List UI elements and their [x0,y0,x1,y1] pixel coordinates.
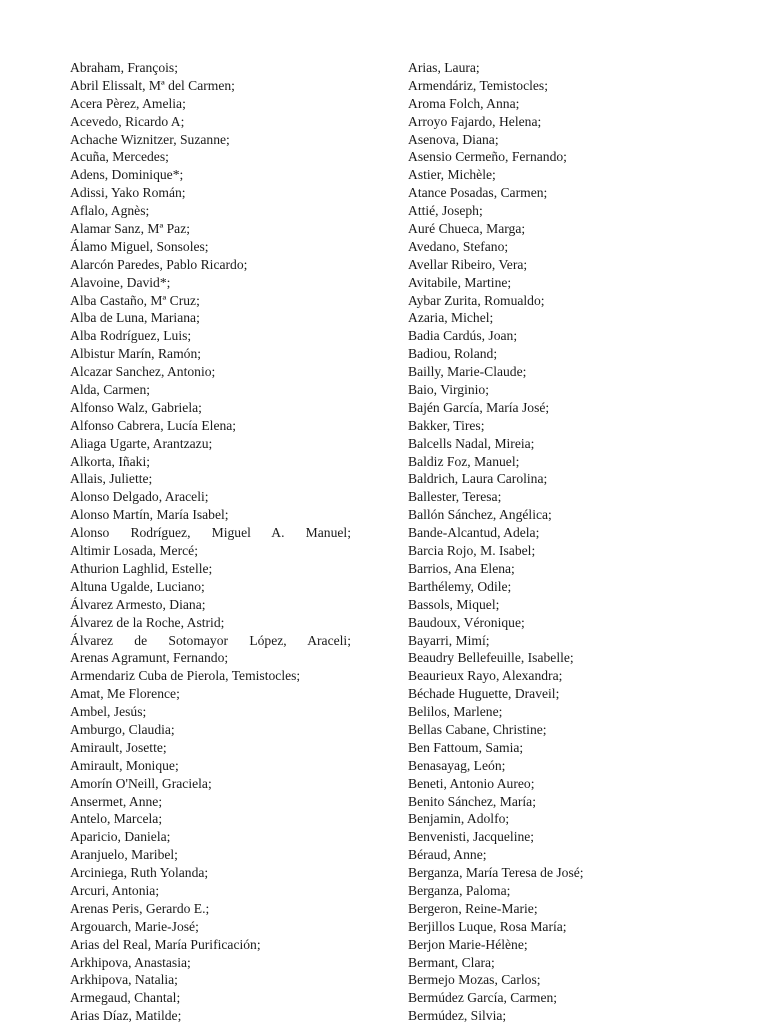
name-entry: Ballester, Teresa; [408,489,502,505]
name-entry: Attié, Joseph; [408,203,483,219]
name-entry: Alba Castaño, Mª Cruz; [70,292,200,308]
name-entry: Armendariz Cuba de Pierola, Temistocles; [70,668,301,684]
name-entry: Balcells Nadal, Mireia; [408,435,535,451]
name-entry: Arenas Peris, Gerardo E.; [70,900,210,916]
name-entry: Benito Sánchez, María; [408,793,536,809]
name-entry: Alavoine, David*; [70,274,171,290]
name-entry: Azaria, Michel; [408,310,494,326]
name-entry: Benvenisti, Jacqueline; [408,829,535,845]
name-entry: Aflalo, Agnès; [70,203,150,219]
name-entry: Baldrich, Laura Carolina; [408,471,548,487]
name-entry: Bakker, Tires; [408,417,485,433]
name-entry: Béchade Huguette, Draveil; [408,686,560,702]
name-entry: Aliaga Ugarte, Arantzazu; [70,435,213,451]
name-entry: Alfonso Walz, Gabriela; [70,399,202,415]
name-entry: Alcazar Sanchez, Antonio; [70,364,216,380]
name-entry: Amburgo, Claudia; [70,721,175,737]
name-entry: Asenova, Diana; [408,131,499,147]
name-entry: Asensio Cermeño, Fernando; [408,149,567,165]
name-entry: Arias, Laura; [408,60,480,75]
name-entry: Amirault, Monique; [70,757,179,773]
name-entry: Alamar Sanz, Mª Paz; [70,221,191,237]
name-entry: Achache Wiznitzer, Suzanne; [70,131,230,147]
name-entry: Berganza, Paloma; [408,882,511,898]
name-entry: Atance Posadas, Carmen; [408,185,548,201]
name-entry: Alba Rodríguez, Luis; [70,328,192,344]
name-entry: Álvarez de Sotomayor López, Araceli; [70,632,351,648]
name-entry: Baldiz Foz, Manuel; [408,453,520,469]
name-entry: Armendáriz, Temistocles; [408,77,548,93]
name-entry: Arcuri, Antonia; [70,882,160,898]
name-entry: Bergeron, Reine-Marie; [408,900,538,916]
name-entry: Bermúdez García, Carmen; [408,990,558,1006]
name-entry: Abraham, François; [70,60,178,75]
name-entry: Alonso Delgado, Araceli; [70,489,209,505]
name-entry: Berjon Marie-Hélène; [408,936,528,952]
name-entry: Badia Cardús, Joan; [408,328,518,344]
name-entry: Athurion Laghlid, Estelle; [70,560,213,576]
name-entry: Arkhipova, Natalia; [70,972,178,988]
name-entry: Béraud, Anne; [408,847,487,863]
name-entry: Ansermet, Anne; [70,793,163,809]
name-entry: Beaurieux Rayo, Alexandra; [408,668,563,684]
name-entry: Ben Fattoum, Samia; [408,739,524,755]
name-entry: Badiou, Roland; [408,346,498,362]
name-entry: Albistur Marín, Ramón; [70,346,202,362]
name-entry: Avedano, Stefano; [408,238,509,254]
name-entry: Baudoux, Véronique; [408,614,525,630]
name-entry: Arias Díaz, Matilde; [70,1008,182,1024]
name-entry: Auré Chueca, Marga; [408,221,526,237]
name-entry: Alonso Martín, María Isabel; [70,507,229,523]
name-entry: Astier, Michèle; [408,167,496,183]
name-entry: Abril Elissalt, Mª del Carmen; [70,77,235,93]
name-entry: Bermejo Mozas, Carlos; [408,972,541,988]
name-entry: Alfonso Cabrera, Lucía Elena; [70,417,237,433]
name-entry: Barrios, Ana Elena; [408,560,515,576]
name-entry: Bajén García, María José; [408,399,550,415]
name-entry: Álamo Miguel, Sonsoles; [70,238,209,254]
name-entry: Bermúdez, Silvia; [408,1008,507,1024]
name-entry: Antelo, Marcela; [70,811,163,827]
name-entry: Belilos, Marlene; [408,704,503,720]
name-entry: Acuña, Mercedes; [70,149,169,165]
name-entry: Alkorta, Iñaki; [70,453,151,469]
name-entry: Barcia Rojo, M. Isabel; [408,543,536,559]
name-entry: Avellar Ribeiro, Vera; [408,256,528,272]
name-entry: Arkhipova, Anastasia; [70,954,191,970]
name-entry: Alba de Luna, Mariana; [70,310,200,326]
name-entry: Álvarez de la Roche, Astrid; [70,614,225,630]
name-entry: Bailly, Marie-Claude; [408,364,527,380]
name-entry: Bermant, Clara; [408,954,495,970]
name-entry: Arroyo Fajardo, Helena; [408,113,542,129]
name-entry: Acevedo, Ricardo A; [70,113,185,129]
name-entry: Berganza, María Teresa de José; [408,865,584,881]
name-entry: Aparicio, Daniela; [70,829,171,845]
name-entry: Bande-Alcantud, Adela; [408,525,540,541]
name-entry: Acera Pèrez, Amelia; [70,95,186,111]
name-entry: Adens, Dominique*; [70,167,184,183]
name-entry: Benjamin, Adolfo; [408,811,510,827]
name-entry: Alda, Carmen; [70,382,151,398]
name-entry: Aybar Zurita, Romualdo; [408,292,545,308]
name-entry: Avitabile, Martine; [408,274,512,290]
name-entry: Aroma Folch, Anna; [408,95,520,111]
name-entry: Alonso Rodríguez, Miguel A. Manuel; [70,525,351,541]
name-entry: Amirault, Josette; [70,739,167,755]
left-name-column [70,59,351,1024]
name-entry: Berjillos Luque, Rosa María; [408,918,567,934]
name-entry: Arias del Real, María Purificación; [70,936,261,952]
name-entry: Bellas Cabane, Christine; [408,721,547,737]
name-entry: Amat, Me Florence; [70,686,180,702]
name-entry: Allais, Juliette; [70,471,153,487]
name-entry: Álvarez Armesto, Diana; [70,596,206,612]
name-entry: Ballón Sánchez, Angélica; [408,507,552,523]
name-entry: Beneti, Antonio Aureo; [408,775,535,791]
name-entry: Bassols, Miquel; [408,596,500,612]
name-entry: Adissi, Yako Román; [70,185,186,201]
name-entry: Amorín O'Neill, Graciela; [70,775,212,791]
name-entry: Altimir Losada, Mercé; [70,543,198,559]
name-entry: Ambel, Jesús; [70,704,147,720]
name-entry: Baio, Virginio; [408,382,490,398]
name-entry: Altuna Ugalde, Luciano; [70,578,205,594]
name-entry: Armegaud, Chantal; [70,990,181,1006]
name-entry: Bayarri, Mimí; [408,632,490,648]
name-entry: Alarcón Paredes, Pablo Ricardo; [70,256,248,272]
right-name-column [408,59,708,1024]
name-entry: Benasayag, León; [408,757,506,773]
name-entry: Arenas Agramunt, Fernando; [70,650,229,666]
name-entry: Arciniega, Ruth Yolanda; [70,865,209,881]
name-entry: Aranjuelo, Maribel; [70,847,178,863]
name-entry: Argouarch, Marie-José; [70,918,199,934]
name-entry: Beaudry Bellefeuille, Isabelle; [408,650,574,666]
name-entry: Barthélemy, Odile; [408,578,512,594]
